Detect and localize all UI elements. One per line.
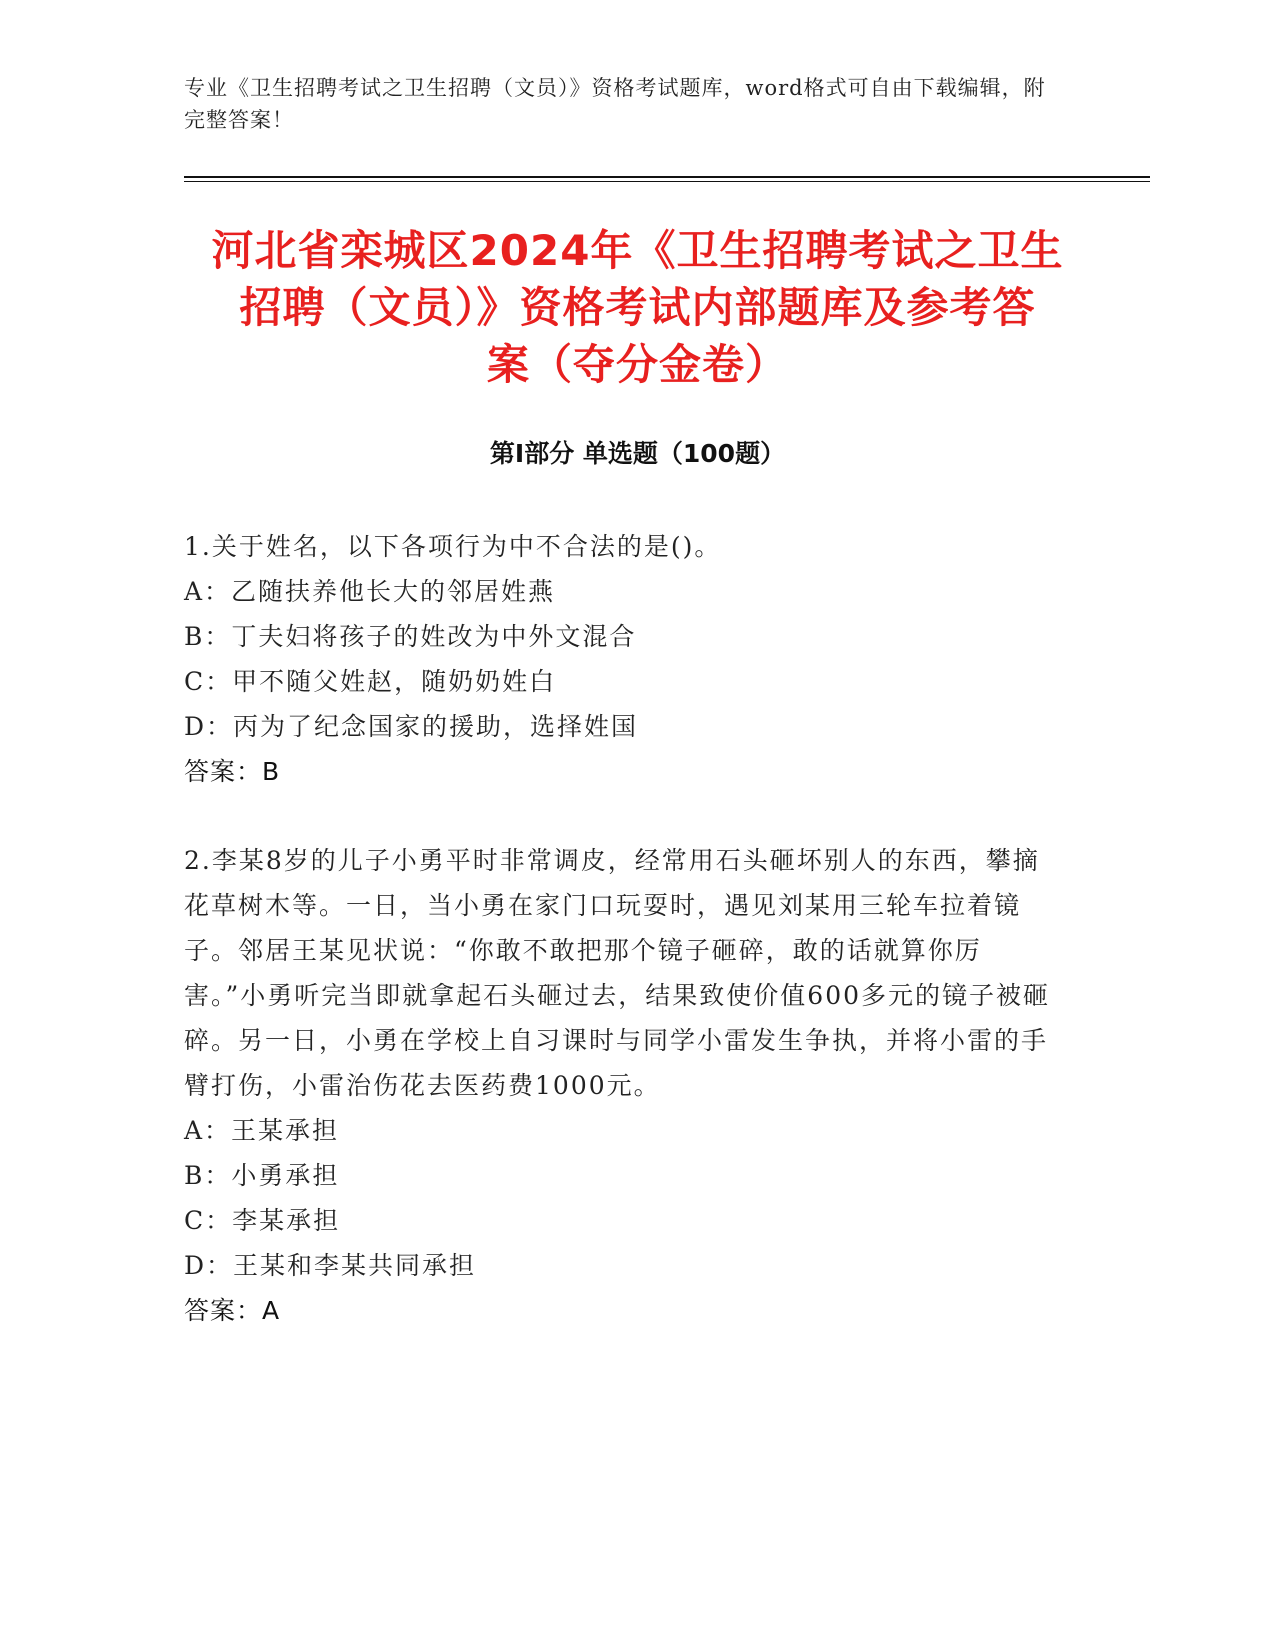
option-a: A：王某承担 bbox=[184, 1116, 340, 1145]
section-heading: 第I部分 单选题（100题） bbox=[489, 439, 786, 468]
option-c: C：李某承担 bbox=[184, 1206, 341, 1235]
question-stem: 2.李某8岁的儿子小勇平时非常调皮，经常用石头砸坏别人的东西，攀摘花草树木等。一日，当小勇在家门口玩耍时，遇见刘某用三轮车拉着镜子。邻居王某见状说：“你敢不敢把那个镜子砸碎，敢的话就算你厉害。”小勇听完当即就拿起石头砸过去，结果致使价值600多元的镜子被砸碎。另一日，小勇在学校上自习课时与同学小雷发生争执，并将小雷的手臂打伤，小雷治伤花去医药费1000元。 bbox=[184, 846, 1051, 1100]
answer-line: 答案：B bbox=[184, 757, 281, 786]
option-b: B：丁夫妇将孩子的姓改为中外文混合 bbox=[184, 622, 637, 651]
option-a: A：乙随扶养他长大的邻居姓燕 bbox=[184, 577, 556, 606]
header-divider-thick bbox=[184, 176, 1150, 178]
option-b: B：小勇承担 bbox=[184, 1161, 340, 1190]
question-2 bbox=[184, 838, 1064, 1333]
title-line-1: 河北省栾城区2024年《卫生招聘考试之卫生 bbox=[211, 226, 1064, 275]
question-stem: 1.关于姓名，以下各项行为中不合法的是()。 bbox=[184, 532, 722, 561]
title-line-2: 招聘（文员）》资格考试内部题库及参考答 bbox=[239, 283, 1036, 332]
question-1 bbox=[184, 524, 1064, 794]
option-d: D：王某和李某共同承担 bbox=[184, 1251, 477, 1280]
document-title bbox=[150, 222, 1125, 393]
header-note: 专业《卫生招聘考试之卫生招聘（文员）》资格考试题库，word格式可自由下载编辑，附完整答案！ bbox=[184, 76, 1046, 132]
answer-line: 答案：A bbox=[184, 1296, 281, 1325]
option-c: C：甲不随父姓赵，随奶奶姓白 bbox=[184, 667, 557, 696]
header-divider-thin bbox=[184, 181, 1150, 182]
option-d: D：丙为了纪念国家的援助，选择姓国 bbox=[184, 712, 639, 741]
title-line-3: 案（夺分金卷） bbox=[486, 340, 788, 389]
